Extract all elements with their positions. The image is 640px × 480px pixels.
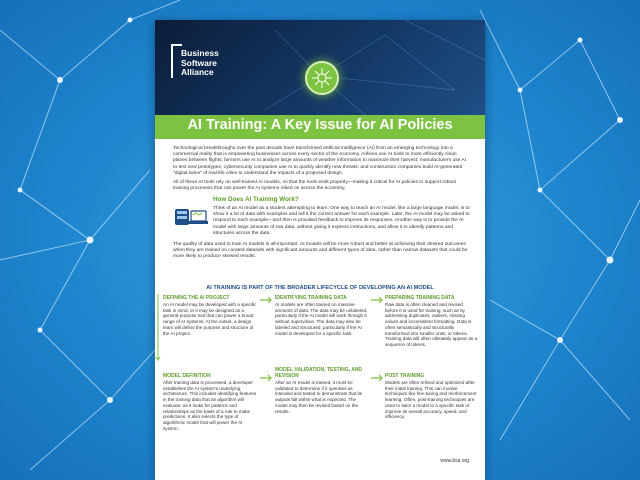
header-banner: [155, 20, 485, 115]
arrow-right-icon: [259, 296, 273, 304]
title-band: [155, 115, 485, 139]
lifecycle-title: AI TRAINING IS PART OF THE BROADER LIFECYCLE OF DEVELOPING AN AI MODEL: [206, 285, 434, 291]
intro-paragraph-2: All of these AI tools rely on well-trained AI models, so that the tools work properly—making it critical for AI policies to support robust training processes that can power the AI systems relied on across the economy.: [173, 180, 456, 192]
arrow-right-icon: [370, 374, 384, 382]
ai-chip-icon: [305, 61, 339, 95]
arrow-down-icon: [155, 290, 169, 370]
quality-paragraph: The quality of data used to train AI models is all-important. AI models will be more robust and better at achieving their desired outcomes when they are trained on curated datasets with significant amounts and different types of data, rather than narrow datasets that could be more likely to produce skewed results.: [173, 242, 468, 260]
stage-2-heading: IDENTIFYING TRAINING DATA: [275, 295, 347, 301]
stage-1-heading: DEFINING THE AI PROJECT: [163, 295, 230, 301]
document-page: [155, 20, 485, 480]
stage-5-heading: MODEL VALIDATION, TESTING, AND REVISION: [275, 367, 363, 379]
stage-6-body: Models are often refined and optimized after their initial training. This can involve techniques like fine-tuning and reinforcement learning. Often, post-training techniques are used to tailor a model to a specific task or improve its overall accuracy, speed, and efficiency.: [385, 380, 477, 420]
footer-url[interactable]: www.bsa.org: [440, 458, 469, 464]
arrow-right-icon: [259, 374, 273, 382]
logo-line-3: Alliance: [181, 67, 214, 77]
stage-3-heading: PREPARING TRAINING DATA: [385, 295, 455, 301]
stage-1-body: An AI model may be developed with a specific task in mind, or it may be designed as a general-purpose tool that can power a broad range of AI systems. At the outset, a design team will define the purpose and structure of the AI project.: [163, 302, 257, 336]
how-section-body: Think of an AI model as a student attempting to learn. One way to teach an AI model, like a large language model, is to show it a lot of data with examples and tell it the correct answer for each example. Later, the AI model may be asked to respond to each example—and then is provided feedback to improve its responses. Another way is to provide the AI model with large amounts of raw data, without giving it express instructions, and allow it to identify patterns and structures across the data.: [213, 206, 470, 236]
stage-4-body: After training data is processed, a developer establishes the AI system's underlying architecture. This includes identifying features in the training data that an algorithm will evaluate, as it looks for patterns and relationships as the basis of a rule to make predictions. It also selects the type of algorithmic model that will power the AI system.: [163, 380, 257, 431]
stage-5-body: After an AI model is trained, it must be validated to determine if it operates as intended and tested to demonstrate that its outputs fall within what is expected. The model may then be revised based on the results.: [275, 380, 363, 414]
stage-3-body: Raw data is often cleaned and revised before it is used for training, such as by addressing duplicates, outliers, missing values and inconsistent formatting. Data is often semantically and structurally transformed into smaller units, or tokens. Training data will often ultimately appear as a sequence of tokens.: [385, 302, 478, 347]
database-laptop-icon: [173, 203, 209, 231]
stage-6-heading: POST TRAINING: [385, 373, 425, 379]
stage-2-body: AI models are often trained on massive amounts of data. The data may be unlabeled, particularly if the AI model will work through it without supervision. The data may also be labeled and structured, particularly if the AI model is developed for a specific task.: [275, 302, 368, 336]
arrow-right-icon: [370, 296, 384, 304]
page-title: AI Training: A Key Issue for AI Policies: [187, 117, 453, 133]
intro-paragraph-1: Technological breakthroughs over the past decade have transformed artificial intelligence (AI) from an emerging technology into a commercial reality that is empowering businesses across every sector of the economy. Airlines use AI tools to more efficiently clean planes between flights; farmers use AI to analyze large amounts of weather information to maximize their harvest; manufacturers use AI to test new prototypes; cybersecurity companies use AI to quickly identify new threats; and construction companies build AI-generated "digital twins" of real-life cities to understand the impacts of a proposed design.: [173, 146, 467, 176]
stage-4-heading: MODEL DEFINITION: [163, 373, 211, 379]
logo-line-1: Business: [181, 48, 219, 58]
logo-line-2: Software: [181, 57, 217, 68]
how-section-title: How Does AI Training Work?: [213, 196, 299, 203]
